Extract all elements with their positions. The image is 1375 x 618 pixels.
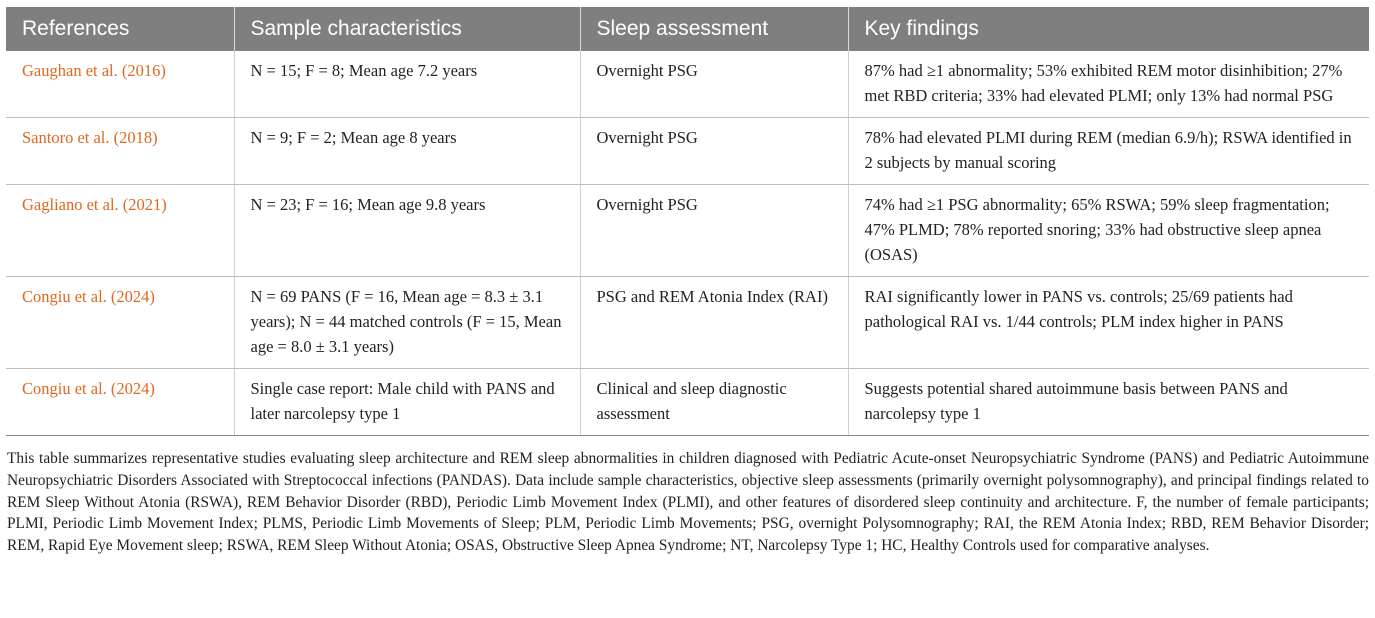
sample-cell: Single case report: Male child with PANS and later narcolepsy type 1 [234, 369, 580, 436]
table-row [6, 51, 1369, 118]
sample-cell: N = 23; F = 16; Mean age 9.8 years [234, 185, 580, 277]
assessment-cell: Overnight PSG [580, 118, 848, 185]
sample-cell: N = 69 PANS (F = 16, Mean age = 8.3 ± 3.1 years); N = 44 matched controls (F = 15, Mean age = 8.0 ± 3.1 years) [234, 277, 580, 369]
findings-cell: RAI significantly lower in PANS vs. controls; 25/69 patients had pathological RAI vs. 1/44 controls; PLM index higher in PANS [848, 277, 1369, 369]
table-row [6, 118, 1369, 185]
reference-link[interactable]: Gaughan et al. (2016) [6, 51, 234, 118]
findings-cell: 87% had ≥1 abnormality; 53% exhibited REM motor disinhibition; 27% met RBD criteria; 33% had elevated PLMI; only 13% had normal PSG [848, 51, 1369, 118]
reference-link[interactable]: Congiu et al. (2024) [6, 369, 234, 436]
table-row [6, 369, 1369, 436]
table-row [6, 277, 1369, 369]
findings-cell: Suggests potential shared autoimmune basis between PANS and narcolepsy type 1 [848, 369, 1369, 436]
reference-link[interactable]: Congiu et al. (2024) [6, 277, 234, 369]
assessment-cell: Overnight PSG [580, 185, 848, 277]
table-footnote: This table summarizes representative studies evaluating sleep architecture and REM sleep abnormalities in children diagnosed with Pediatric Acute-onset Neuropsychiatric Syndrome (PANS) and Pediatric Autoimmune Neuropsychiatric Disorders Associated with Streptococcal infections (PANDAS). Data include sample characteristics, objective sleep assessments (primarily overnight polysomnography), and principal findings related to REM Sleep Without Atonia (RSWA), REM Behavior Disorder (RBD), Periodic Limb Movement Index (PLMI), and other features of disordered sleep continuity and architecture. F, the number of female participants; PLMI, Periodic Limb Movement Index; PLMS, Periodic Limb Movements of Sleep; PLM, Periodic Limb Movements; PSG, overnight Polysomnography; RAI, the REM Atonia Index; RBD, REM Behavior Disorder; REM, Rapid Eye Movement sleep; RSWA, REM Sleep Without Atonia; OSAS, Obstructive Sleep Apnea Syndrome; NT, Narcolepsy Type 1; HC, Healthy Controls used for comparative analyses. [7, 450, 1369, 555]
findings-cell: 78% had elevated PLMI during REM (median 6.9/h); RSWA identified in 2 subjects by manual scoring [848, 118, 1369, 185]
sample-cell: N = 9; F = 2; Mean age 8 years [234, 118, 580, 185]
reference-link[interactable]: Santoro et al. (2018) [6, 118, 234, 185]
reference-link[interactable]: Gagliano et al. (2021) [6, 185, 234, 277]
table-row [6, 185, 1369, 277]
studies-table [6, 7, 1369, 436]
header-sleep-assessment: Sleep assessment [580, 7, 848, 51]
sample-cell: N = 15; F = 8; Mean age 7.2 years [234, 51, 580, 118]
findings-cell: 74% had ≥1 PSG abnormality; 65% RSWA; 59% sleep fragmentation; 47% PLMD; 78% reported snoring; 33% had obstructive sleep apnea (OSAS) [848, 185, 1369, 277]
table-header-row [6, 7, 1369, 51]
header-sample-characteristics: Sample characteristics [234, 7, 580, 51]
table-container [6, 7, 1369, 572]
assessment-cell: Overnight PSG [580, 51, 848, 118]
assessment-cell: PSG and REM Atonia Index (RAI) [580, 277, 848, 369]
header-key-findings: Key findings [848, 7, 1369, 51]
assessment-cell: Clinical and sleep diagnostic assessment [580, 369, 848, 436]
header-references: References [22, 17, 130, 40]
